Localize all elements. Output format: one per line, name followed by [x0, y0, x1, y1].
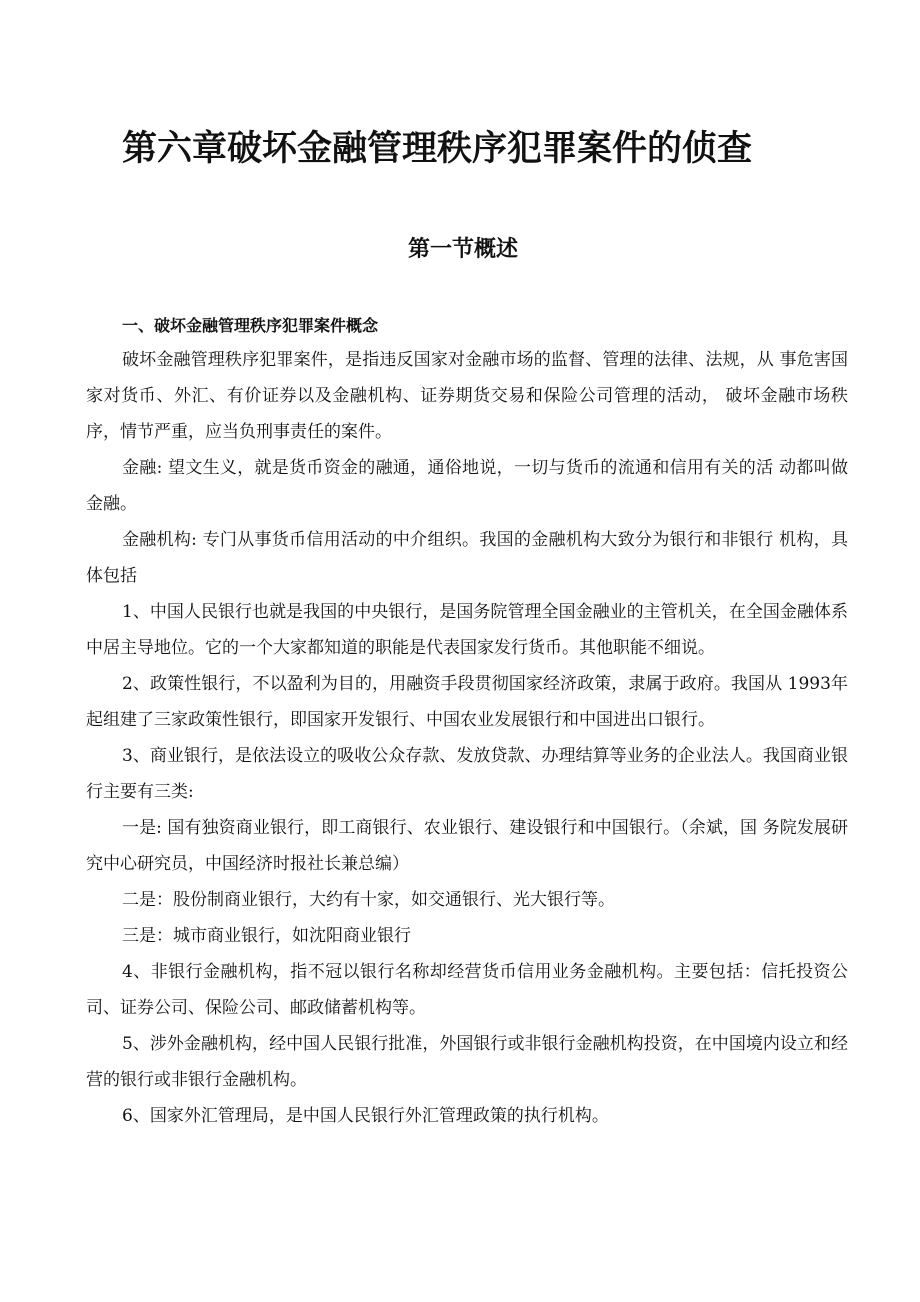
section-title: 第一节概述	[407, 237, 518, 262]
paragraph-item-1: 1、中国人民银行也就是我国的中央银行，是国务院管理全国金融业的主管机关，在全国金融体系中居主导地位。它的一个大家都知道的职能是代表国家发行货币。其他职能不细说。	[86, 602, 848, 658]
paragraph-finance: 金融: 望文生义，就是货币资金的融通，通俗地说，一切与货币的流通和信用有关的活 动都叫做金融。	[86, 458, 848, 514]
paragraph-item-3: 3、商业银行，是依法设立的吸收公众存款、发放贷款、办理结算等业务的企业法人。我国商业银行主要有三类:	[86, 746, 848, 802]
paragraph-item-3-b: 二是：股份制商业银行，大约有十家，如交通银行、光大银行等。	[122, 890, 615, 910]
paragraph-item-6: 6、国家外汇管理局，是中国人民银行外汇管理政策的执行机构。	[122, 1106, 609, 1126]
body-text	[86, 342, 848, 1134]
chapter-title: 第六章破坏金融管理秩序犯罪案件的侦查	[122, 129, 753, 169]
paragraph-item-5: 5、涉外金融机构，经中国人民银行批准，外国银行或非银行金融机构投资，在中国境内设立和经营的银行或非银行金融机构。	[86, 1034, 848, 1090]
paragraph-definition: 破坏金融管理秩序犯罪案件，是指违反国家对金融市场的监督、管理的法律、法规，从 事危害国家对货币、外汇、有价证券以及金融机构、证券期货交易和保险公司管理的活动， 破坏金融市场秩序，情节严重，应当负刑事责任的案件。	[86, 350, 848, 442]
paragraph-item-3-c: 三是：城市商业银行，如沈阳商业银行	[122, 926, 411, 946]
paragraph-item-3-a: 一是: 国有独资商业银行，即工商银行、农业银行、建设银行和中国银行。（余斌，国 务院发展研究中心研究员，中国经济时报社长兼总编）	[86, 818, 848, 874]
paragraph-item-2: 2、政策性银行，不以盈利为目的，用融资手段贯彻国家经济政策，隶属于政府。我国从 1993年起组建了三家政策性银行，即国家开发银行、中国农业发展银行和中国进出口银行。	[86, 674, 848, 730]
sub-heading: 一、破坏金融管理秩序犯罪案件概念	[122, 316, 379, 335]
paragraph-financial-institutions: 金融机构: 专门从事货币信用活动的中介组织。我国的金融机构大致分为银行和非银行 机构，具体包括	[86, 530, 848, 586]
paragraph-item-4: 4、非银行金融机构，指不冠以银行名称却经营货币信用业务金融机构。主要包括：信托投资公司、证券公司、保险公司、邮政储蓄机构等。	[86, 962, 848, 1018]
